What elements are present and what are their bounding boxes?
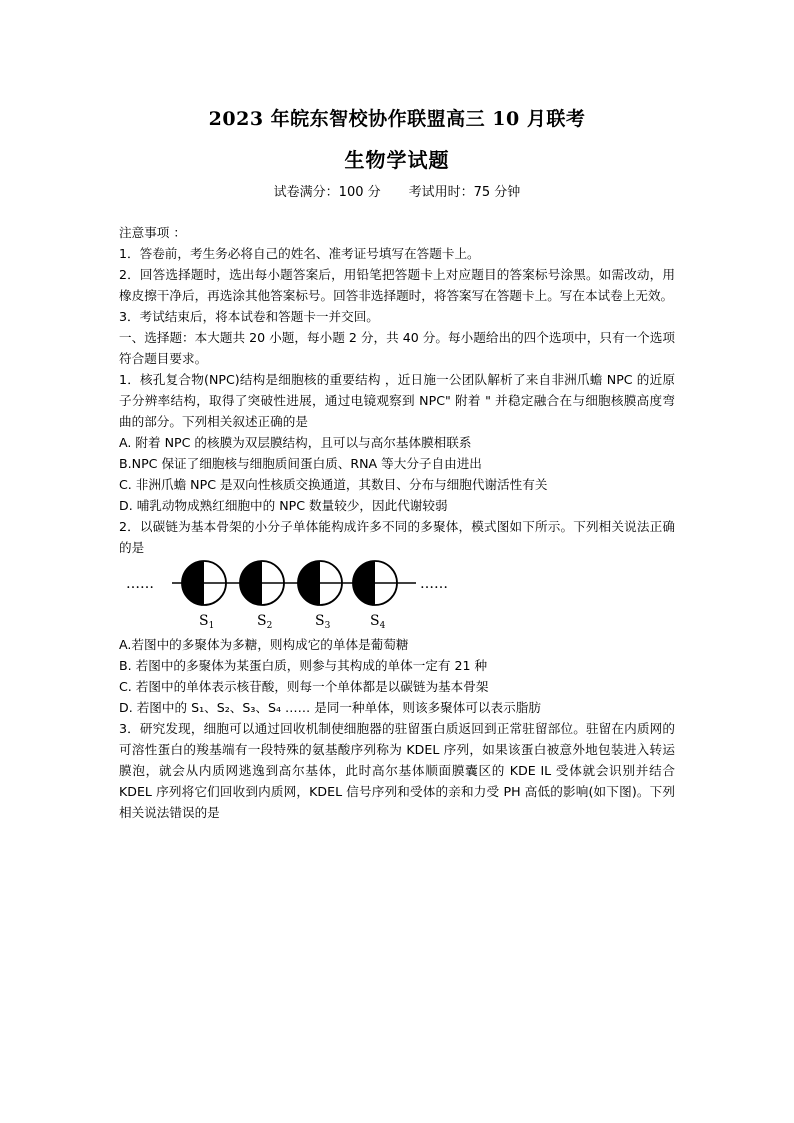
question-2-option-c: C. 若图中的单体表示核苷酸，则每一个单体都是以碳链为基本骨架: [119, 679, 489, 694]
question-1-option-a: A. 附着 NPC 的核膜为双层膜结构，且可以与高尔基体膜相联系: [119, 435, 472, 450]
notes-heading: 注意事项 ：: [119, 225, 186, 240]
monomer-label: $S_1$: [199, 613, 215, 631]
exam-content: [119, 222, 675, 823]
note-item: 3．考试结束后，将本试卷和答题卡一并交回。: [119, 309, 379, 324]
full-score: 试卷满分：100 分: [273, 185, 381, 200]
question-2-option-b: B. 若图中的多聚体为某蛋白质，则参与其构成的单体一定有 21 种: [119, 658, 488, 673]
question-1-option-c: C. 非洲爪蟾 NPC 是双向性核质交换通道，其数目、分布与细胞代谢活性有关: [119, 477, 548, 492]
section-heading: 一、选择题：本大题共 20 小题，每小题 2 分，共 40 分。每小题给出的四个选项中，只有一个选项符合题目要求。: [119, 330, 675, 366]
monomer-unit: [182, 561, 226, 631]
polymer-diagram: [119, 558, 675, 634]
question-2-option-d: D. 若图中的 S₁、S₂、S₃、S₄ …… 是同一种单体，则该多聚体可以表示脂肪: [119, 700, 541, 715]
ellipsis-left: ……: [126, 576, 154, 592]
monomer-label: $S_3$: [315, 613, 331, 631]
question-2-stem: 2．以碳链为基本骨架的小分子单体能构成许多不同的多聚体，模式图如下所示。下列相关说法正确的是: [119, 519, 675, 555]
question-2-option-a: A.若图中的多聚体为多糖，则构成它的单体是葡萄糖: [119, 637, 409, 652]
polymer-diagram-svg: [124, 558, 464, 634]
monomer-label: $S_4$: [370, 613, 386, 631]
time-limit: 考试用时：75 分钟: [408, 185, 521, 200]
monomer-unit: [353, 561, 397, 631]
exam-subject: 生物学试题: [344, 148, 450, 172]
question-1-option-d: D. 哺乳动物成熟红细胞中的 NPC 数量较少，因此代谢较弱: [119, 498, 448, 513]
question-1-stem: 1．核孔复合物(NPC)结构是细胞核的重要结构 ，近日施一公团队解析了来自非洲爪蟾 NPC 的近原子分辨率结构，取得了突破性进展，通过电镜观察到 NPC" 附着 " 并稳定融合在与细胞核膜高度弯曲的部分。下列相关叙述正确的是: [119, 372, 675, 429]
note-item: 1．答卷前，考生务必将自己的姓名、准考证号填写在答题卡上。: [119, 246, 480, 261]
monomer-dark-half: [240, 561, 262, 605]
ellipsis-right: ……: [420, 576, 448, 592]
monomer-unit: [298, 561, 342, 631]
question-1-option-b: B.NPC 保证了细胞核与细胞质间蛋白质、RNA 等大分子自由进出: [119, 456, 482, 471]
monomer-dark-half: [182, 561, 204, 605]
question-3-stem: 3．研究发现，细胞可以通过回收机制使细胞器的驻留蛋白质返回到正常驻留部位。驻留在内质网的可溶性蛋白的羧基端有一段特殊的氨基酸序列称为 KDEL 序列，如果该蛋白被意外地包装进入转运膜泡，就会从内质网逃逸到高尔基体，此时高尔基体顺面膜囊区的 KDE IL 受体就会识别并结合 KDEL 序列将它们回收到内质网，KDEL 信号序列和受体的亲和力受 PH 高低的影响(如下图)。下列相关说法错误的是: [119, 721, 675, 820]
monomer-dark-half: [353, 561, 375, 605]
monomer-unit: [240, 561, 284, 631]
note-item: 2．回答选择题时，选出每小题答案后，用铅笔把答题卡上对应题目的答案标号涂黑。如需改动，用橡皮擦干净后，再选涂其他答案标号。回答非选择题时，将答案写在答题卡上。写在本试卷上无效。: [119, 267, 675, 303]
exam-meta: [0, 181, 794, 200]
monomer-dark-half: [298, 561, 320, 605]
exam-title: 2023 年皖东智校协作联盟高三 10 月联考: [208, 108, 586, 130]
monomer-label: $S_2$: [257, 613, 273, 631]
